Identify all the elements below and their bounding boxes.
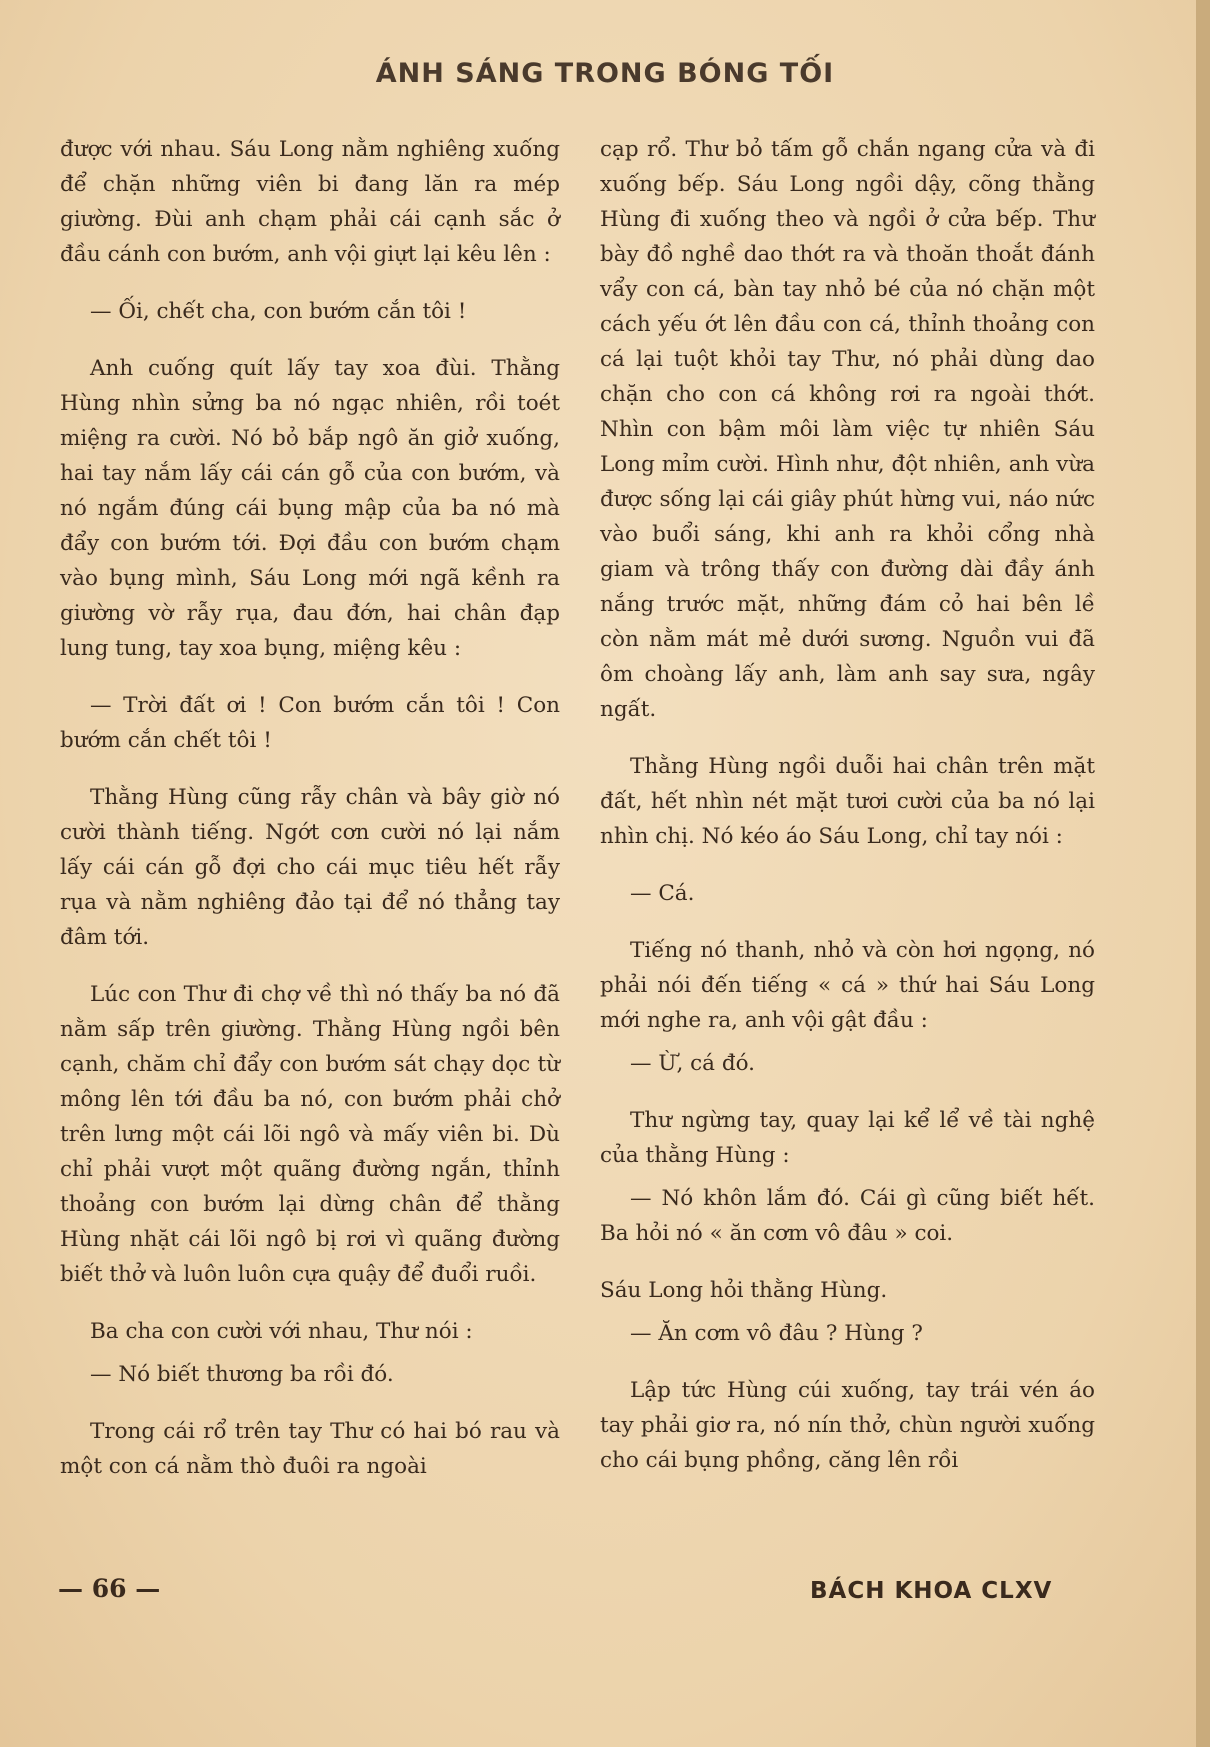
paragraph: cạp rổ. Thư bỏ tấm gỗ chắn ngang cửa và đi xuống bếp. Sáu Long ngồi dậy, cõng thằng Hùng đi xuống theo và ngồi ở cửa bếp. Thư bày đồ nghề dao thớt ra và thoăn thoắt đánh vẩy con cá, bàn tay nhỏ bé của nó chặn một cách yếu ớt lên đầu con cá, thỉnh thoảng con cá lại tuột khỏi tay Thư, nó phải dùng dao chặn cho con cá không rơi ra ngoài thớt. Nhìn con bậm môi làm việc tự nhiên Sáu Long mỉm cười. Hình như, đột nhiên, anh vừa được sống lại cái giây phút hừng vui, náo nức vào buổi sáng, khi anh ra khỏi cổng nhà giam và trông thấy con đường dài đầy ánh nắng trước mặt, những đám cỏ hai bên lề còn nằm mát mẻ dưới sương. Nguồn vui đã ôm choàng lấy anh, làm anh say sưa, ngây ngất. bbox=[600, 137, 1095, 722]
right-column bbox=[600, 132, 1095, 1500]
paragraph: Thằng Hùng ngồi duỗi hai chân trên mặt đất, hết nhìn nét mặt tươi cười của ba nó lại nhìn chị. Nó kéo áo Sáu Long, chỉ tay nói : bbox=[600, 754, 1095, 849]
page-number: — 66 — bbox=[58, 1574, 161, 1603]
dialogue-line: — Cá. bbox=[630, 881, 695, 906]
dialogue-line: — Nó biết thương ba rồi đó. bbox=[90, 1362, 394, 1387]
paragraph: Trong cái rổ trên tay Thư có hai bó rau và một con cá nằm thò đuôi ra ngoài bbox=[60, 1419, 560, 1479]
dialogue-line: — Nó khôn lắm đó. Cái gì cũng biết hết. Ba hỏi nó « ăn cơm vô đâu » coi. bbox=[600, 1186, 1095, 1246]
left-column bbox=[60, 132, 560, 1506]
dialogue-line: — Trời đất ơi ! Con bướm cắn tôi ! Con bướm cắn chết tôi ! bbox=[60, 693, 560, 753]
dialogue-line: — Ối, chết cha, con bướm cắn tôi ! bbox=[90, 299, 467, 324]
paragraph: Lập tức Hùng cúi xuống, tay trái vén áo tay phải giơ ra, nó nín thở, chùn người xuống cho cái bụng phồng, căng lên rồi bbox=[600, 1378, 1095, 1473]
paragraph: Anh cuống quít lấy tay xoa đùi. Thằng Hùng nhìn sửng ba nó ngạc nhiên, rồi toét miệng ra cười. Nó bỏ bắp ngô ăn giở xuống, hai tay nắm lấy cái cán gỗ của con bướm, và nó ngắm đúng cái bụng mập của ba nó mà đẩy con bướm tới. Đợi đầu con bướm chạm vào bụng mình, Sáu Long mới ngã kềnh ra giường vờ rẫy rụa, đau đớn, hai chân đạp lung tung, tay xoa bụng, miệng kêu : bbox=[60, 356, 560, 661]
page-edge bbox=[1196, 0, 1210, 1747]
paragraph: được với nhau. Sáu Long nằm nghiêng xuống để chặn những viên bi đang lăn ra mép giường. Đùi anh chạm phải cái cạnh sắc ở đầu cánh con bướm, anh vội giựt lại kêu lên : bbox=[60, 137, 560, 267]
paragraph: Ba cha con cười với nhau, Thư nói : bbox=[90, 1319, 473, 1344]
paragraph: Sáu Long hỏi thằng Hùng. bbox=[600, 1278, 888, 1303]
paragraph: Tiếng nó thanh, nhỏ và còn hơi ngọng, nó phải nói đến tiếng « cá » thứ hai Sáu Long mới nghe ra, anh vội gật đầu : bbox=[600, 938, 1095, 1033]
paragraph: Lúc con Thư đi chợ về thì nó thấy ba nó đã nằm sấp trên giường. Thằng Hùng ngồi bên cạnh, chăm chỉ đẩy con bướm sát chạy dọc từ mông lên tới đầu ba nó, con bướm phải chở trên lưng một cái lõi ngô và mấy viên bi. Dù chỉ phải vượt một quãng đường ngắn, thỉnh thoảng con bướm lại dừng chân để thằng Hùng nhặt cái lõi ngô bị rơi vì quãng đường biết thở và luôn luôn cựa quậy để đuổi ruồi. bbox=[60, 982, 560, 1287]
paragraph: Thư ngừng tay, quay lại kể lể về tài nghệ của thằng Hùng : bbox=[600, 1108, 1095, 1168]
dialogue-line: — Ừ, cá đó. bbox=[630, 1051, 755, 1076]
issue-label: BÁCH KHOA CLXV bbox=[810, 1578, 1053, 1604]
dialogue-line: — Ăn cơm vô đâu ? Hùng ? bbox=[630, 1321, 923, 1346]
paragraph: Thằng Hùng cũng rẫy chân và bây giờ nó cười thành tiếng. Ngớt cơn cười nó lại nắm lấy cái cán gỗ đợi cho cái mục tiêu hết rẫy rụa và nằm nghiêng đảo tại để nó thẳng tay đâm tới. bbox=[60, 785, 560, 950]
running-title: ÁNH SÁNG TRONG BÓNG TỐI bbox=[375, 58, 835, 89]
